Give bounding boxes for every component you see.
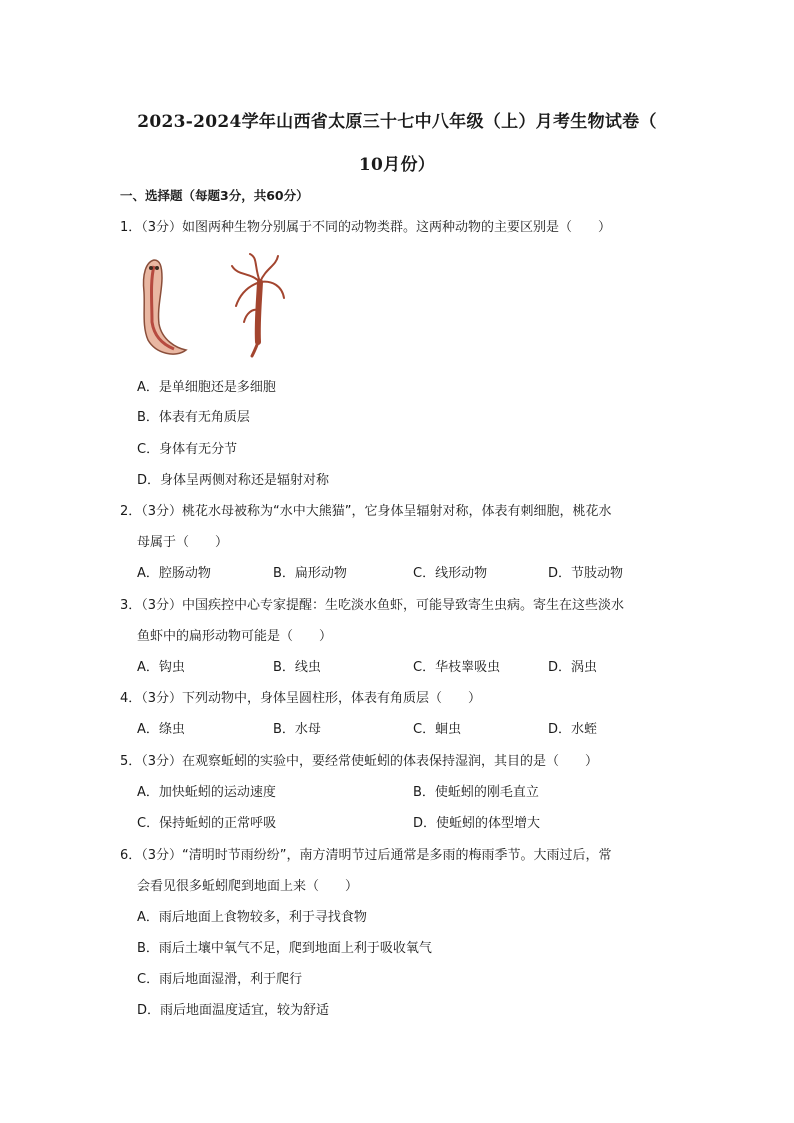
question-2-option-b[interactable]: B．扁形动物 xyxy=(273,566,347,581)
question-1-option-b[interactable]: B．体表有无角质层 xyxy=(137,410,250,425)
question-4-stem: 4．（3分）下列动物中，身体呈圆柱形，体表有角质层（ ） xyxy=(120,691,482,706)
question-6-option-c[interactable]: C．雨后地面湿滑，利于爬行 xyxy=(137,972,303,987)
question-3-option-b[interactable]: B．线虫 xyxy=(273,660,321,675)
question-3-option-a[interactable]: A．钩虫 xyxy=(137,660,185,675)
question-4-option-a[interactable]: A．绦虫 xyxy=(137,722,185,737)
hydra-image xyxy=(232,254,284,356)
question-2-stem-line-1: 2．（3分）桃花水母被称为“水中大熊猫”，它身体呈辐射对称，体表有刺细胞，桃花水 xyxy=(120,504,612,519)
question-2-option-c[interactable]: C．线形动物 xyxy=(413,566,488,581)
question-3-stem-line-1: 3．（3分）中国疾控中心专家提醒：生吃淡水鱼虾，可能导致寄生虫病。寄生在这些淡水 xyxy=(120,598,625,613)
question-5-option-a[interactable]: A．加快蚯蚓的运动速度 xyxy=(137,785,276,800)
question-4-option-d[interactable]: D．水蛭 xyxy=(548,722,598,737)
question-2-stem-line-2: 母属于（ ） xyxy=(137,535,229,550)
question-5-option-b[interactable]: B．使蚯蚓的刚毛直立 xyxy=(413,785,539,800)
question-3-option-d[interactable]: D．涡虫 xyxy=(548,660,598,675)
paper-title-line-1: 2023-2024学年山西省太原三十七中八年级（上）月考生物试卷（ xyxy=(137,112,657,132)
question-6-option-b[interactable]: B．雨后土壤中氧气不足，爬到地面上利于吸收氧气 xyxy=(137,941,432,956)
question-4-option-b[interactable]: B．水母 xyxy=(273,722,321,737)
question-1-stem: 1．（3分）如图两种生物分别属于不同的动物类群。这两种动物的主要区别是（ ） xyxy=(120,220,612,235)
question-1-option-d[interactable]: D．身体呈两侧对称还是辐射对称 xyxy=(137,473,330,488)
section-heading: 一、选择题（每题3分，共60分） xyxy=(120,188,309,203)
question-6-option-a[interactable]: A．雨后地面上食物较多，利于寻找食物 xyxy=(137,910,367,925)
question-4-option-c[interactable]: C．蛔虫 xyxy=(413,722,462,737)
planarian-image xyxy=(143,260,186,354)
question-6-stem-line-1: 6．（3分）“清明时节雨纷纷”，南方清明节过后通常是多雨的梅雨季节。大雨过后，常 xyxy=(120,848,612,863)
question-2-option-d[interactable]: D．节肢动物 xyxy=(548,566,624,581)
question-6-stem-line-2: 会看见很多蚯蚓爬到地面上来（ ） xyxy=(137,879,359,894)
question-3-option-c[interactable]: C．华枝睾吸虫 xyxy=(413,660,501,675)
question-6-option-d[interactable]: D．雨后地面温度适宜，较为舒适 xyxy=(137,1003,330,1018)
question-5-option-c[interactable]: C．保持蚯蚓的正常呼吸 xyxy=(137,816,277,831)
question-1-option-a[interactable]: A．是单细胞还是多细胞 xyxy=(137,380,276,395)
question-3-stem-line-2: 鱼虾中的扁形动物可能是（ ） xyxy=(137,629,333,644)
question-2-option-a[interactable]: A．腔肠动物 xyxy=(137,566,211,581)
question-5-stem: 5．（3分）在观察蚯蚓的实验中，要经常使蚯蚓的体表保持湿润，其目的是（ ） xyxy=(120,754,599,769)
question-1-figure xyxy=(132,252,292,362)
question-5-option-d[interactable]: D．使蚯蚓的体型增大 xyxy=(413,816,541,831)
question-1-option-c[interactable]: C．身体有无分节 xyxy=(137,442,238,457)
paper-title-line-2: 10月份） xyxy=(358,155,436,175)
